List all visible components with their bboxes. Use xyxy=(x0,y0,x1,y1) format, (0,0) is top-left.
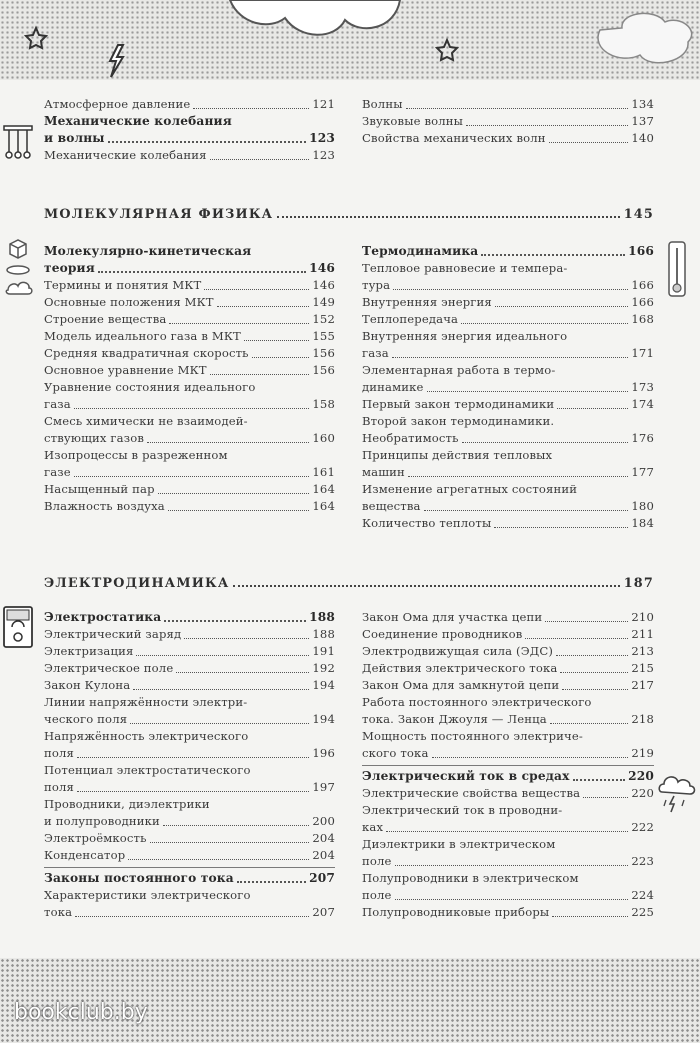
toc-entry[interactable] xyxy=(44,677,335,694)
entry-page-number: 220 xyxy=(628,769,654,783)
entry-page-number: 225 xyxy=(631,905,654,919)
entry-page-number: 140 xyxy=(631,131,654,145)
entry-page-number: 121 xyxy=(312,97,335,111)
entry-page-number: 177 xyxy=(631,465,654,479)
toc-entry[interactable] xyxy=(362,887,654,904)
toc-entry-title-line[interactable]: Внутренняя энергия идеального xyxy=(362,329,568,343)
dot-leader xyxy=(557,408,628,409)
dot-leader xyxy=(277,216,619,218)
entry-title: Атмосферное давление xyxy=(44,97,191,111)
dot-leader xyxy=(204,289,309,290)
entry-title: Основное уравнение МКТ xyxy=(44,363,207,377)
entry-title: поле xyxy=(362,888,392,902)
entry-page-number: 211 xyxy=(631,627,654,641)
entry-page-number: 223 xyxy=(631,854,654,868)
entry-page-number: 215 xyxy=(631,661,654,675)
toc-entry[interactable] xyxy=(44,745,335,762)
toc-entry[interactable] xyxy=(44,328,335,345)
entry-page-number: 180 xyxy=(631,499,654,513)
toc-entry[interactable] xyxy=(362,345,654,362)
entry-title: газе xyxy=(44,465,71,479)
entry-page-number: 168 xyxy=(631,312,654,326)
dot-leader xyxy=(392,357,629,358)
entry-title: Внутренняя энергия xyxy=(362,295,492,309)
dot-leader xyxy=(408,476,628,477)
entry-page-number: 224 xyxy=(631,888,654,902)
section-title: МОЛЕКУЛЯРНАЯ ФИЗИКА xyxy=(44,207,274,222)
dot-leader xyxy=(244,340,310,341)
toc-entry-title-line[interactable]: Тепловое равновесие и темпера- xyxy=(362,261,568,275)
toc-entry-title-line[interactable]: Характеристики электрического xyxy=(44,888,251,902)
entry-title: Электризация xyxy=(44,644,134,658)
entry-title: Электроёмкость xyxy=(44,831,147,845)
entry-page-number: 188 xyxy=(309,610,335,624)
entry-page-number: 173 xyxy=(631,380,654,394)
dot-leader xyxy=(150,842,310,843)
toc-column-top-right xyxy=(362,96,654,147)
entry-page-number: 161 xyxy=(312,465,335,479)
entry-page-number: 204 xyxy=(312,848,335,862)
entry-page-number: 152 xyxy=(312,312,335,326)
entry-page-number: 213 xyxy=(631,644,654,658)
dot-leader xyxy=(495,306,629,307)
toc-entry-title-line[interactable]: Уравнение состояния идеального xyxy=(44,380,256,394)
entry-page-number: 174 xyxy=(631,397,654,411)
toc-entry[interactable] xyxy=(44,626,335,643)
entry-page-number: 160 xyxy=(312,431,335,445)
entry-page-number: 166 xyxy=(628,244,654,258)
dot-leader xyxy=(427,391,629,392)
entry-title: Механические колебания xyxy=(44,148,207,162)
toc-entry-title-line[interactable]: Потенциал электростатического xyxy=(44,763,251,777)
entry-page-number: 156 xyxy=(312,363,335,377)
entry-page-number: 184 xyxy=(631,516,654,530)
star-icon xyxy=(437,40,457,60)
toc-subsection-entry[interactable] xyxy=(362,243,654,260)
toc-column-molecular-left xyxy=(44,243,335,515)
toc-entry[interactable] xyxy=(362,643,654,660)
toc-entry[interactable] xyxy=(362,464,654,481)
entry-title: теория xyxy=(44,261,95,275)
pendulum-icon xyxy=(2,124,36,164)
entry-page-number: 158 xyxy=(312,397,335,411)
dot-leader xyxy=(556,655,628,656)
entry-title: Свойства механических волн xyxy=(362,131,546,145)
toc-entry[interactable] xyxy=(44,396,335,413)
dot-leader xyxy=(583,797,628,798)
entry-title: Электрический заряд xyxy=(44,627,182,641)
entry-title: Термины и понятия МКТ xyxy=(44,278,202,292)
entry-page-number: 134 xyxy=(631,97,654,111)
entry-page-number: 197 xyxy=(312,780,335,794)
toc-entry-title-line[interactable]: Напряжённость электрического xyxy=(44,729,249,743)
toc-entry[interactable] xyxy=(362,677,654,694)
entry-title: тура xyxy=(362,278,391,292)
entry-title: машин xyxy=(362,465,405,479)
dot-leader xyxy=(432,757,629,758)
entry-title: и полупроводники xyxy=(44,814,160,828)
dot-leader xyxy=(395,865,629,866)
dot-leader xyxy=(168,510,310,511)
lightning-icon xyxy=(110,45,123,77)
entry-page-number: 210 xyxy=(631,610,654,624)
entry-page-number: 137 xyxy=(631,114,654,128)
entry-page-number: 176 xyxy=(631,431,654,445)
entry-page-number: 194 xyxy=(312,712,335,726)
dot-leader xyxy=(128,859,309,860)
dot-leader xyxy=(386,831,628,832)
dot-leader xyxy=(562,689,628,690)
toc-entry-title-line[interactable]: Полупроводники в электрическом xyxy=(362,871,579,885)
dot-leader xyxy=(75,916,309,917)
dot-leader xyxy=(494,527,628,528)
dot-leader xyxy=(552,916,628,917)
dot-leader xyxy=(217,306,310,307)
toc-entry[interactable] xyxy=(44,813,335,830)
toc-entry-title-line[interactable]: Изопроцессы в разреженном xyxy=(44,448,228,462)
entry-title: Действия электрического тока xyxy=(362,661,558,675)
dot-leader xyxy=(98,271,306,273)
dot-leader xyxy=(169,323,309,324)
entry-title: Полупроводниковые приборы xyxy=(362,905,550,919)
toc-entry-title-line[interactable]: Молекулярно-кинетическая xyxy=(44,244,252,258)
entry-page-number: 207 xyxy=(312,905,335,919)
toc-entry-title-line[interactable]: Электрический ток в проводни- xyxy=(362,803,563,817)
toc-entry-title-line[interactable]: Принципы действия тепловых xyxy=(362,448,553,462)
watermark: bookclub.by xyxy=(14,1000,148,1025)
toc-entry[interactable] xyxy=(362,294,654,311)
dot-leader xyxy=(461,323,628,324)
entry-title: Конденсатор xyxy=(44,848,126,862)
toc-entry[interactable] xyxy=(44,711,335,728)
entry-title: Влажность воздуха xyxy=(44,499,165,513)
entry-title: ского тока xyxy=(362,746,429,760)
dot-leader xyxy=(193,108,309,109)
entry-title: Электрическое поле xyxy=(44,661,174,675)
toc-subsection-entry[interactable] xyxy=(44,870,335,887)
dot-leader xyxy=(147,442,309,443)
entry-title: Электростатика xyxy=(44,610,162,624)
toc-entry-title-line[interactable]: Элементарная работа в термо- xyxy=(362,363,556,377)
entry-title: Электродвижущая сила (ЭДС) xyxy=(362,644,554,658)
dot-leader xyxy=(163,825,309,826)
toc-entry[interactable] xyxy=(362,396,654,413)
section-title: ЭЛЕКТРОДИНАМИКА xyxy=(44,576,230,591)
entry-page-number: 155 xyxy=(312,329,335,343)
toc-entry-title-line[interactable]: Работа постоянного электрического xyxy=(362,695,592,709)
toc-entry[interactable] xyxy=(362,626,654,643)
toc-entry[interactable] xyxy=(362,430,654,447)
dot-leader xyxy=(525,638,628,639)
dot-leader xyxy=(560,672,628,673)
entry-title: Закон Ома для замкнутой цепи xyxy=(362,678,560,692)
dot-leader xyxy=(233,585,619,587)
toc-entry-title-line[interactable]: Механические колебания xyxy=(44,114,232,128)
dot-leader xyxy=(573,779,626,781)
dot-leader xyxy=(237,881,306,883)
toc-entry-title-line[interactable]: Второй закон термодинамики. xyxy=(362,414,555,428)
toc-entry-title-line[interactable]: Линии напряжённости электри- xyxy=(44,695,248,709)
toc-entry[interactable] xyxy=(44,430,335,447)
toc-entry[interactable] xyxy=(44,345,335,362)
dot-leader xyxy=(164,620,306,622)
entry-title: Закон Кулона xyxy=(44,678,131,692)
entry-page-number: 220 xyxy=(631,786,654,800)
entry-page-number: 188 xyxy=(312,627,335,641)
dot-leader xyxy=(210,374,310,375)
entry-title: Строение вещества xyxy=(44,312,167,326)
toc-subsection-entry[interactable] xyxy=(362,768,654,785)
entry-page-number: 194 xyxy=(312,678,335,692)
entry-page-number: 123 xyxy=(309,131,335,145)
toc-entry[interactable] xyxy=(44,464,335,481)
toc-entry[interactable] xyxy=(44,643,335,660)
dot-leader xyxy=(77,757,309,758)
entry-title: Соединение проводников xyxy=(362,627,523,641)
toc-entry[interactable] xyxy=(362,660,654,677)
toc-entry[interactable] xyxy=(44,277,335,294)
entry-page-number: 207 xyxy=(309,871,335,885)
entry-title: Средняя квадратичная скорость xyxy=(44,346,249,360)
entry-title: ствующих газов xyxy=(44,431,144,445)
entry-title: Модель идеального газа в МКТ xyxy=(44,329,241,343)
dot-leader xyxy=(74,408,310,409)
toc-entry[interactable] xyxy=(362,711,654,728)
toc-entry[interactable] xyxy=(362,515,654,532)
entry-page-number: 192 xyxy=(312,661,335,675)
dot-leader xyxy=(481,254,625,256)
toc-entry[interactable] xyxy=(362,904,654,921)
dot-leader xyxy=(108,141,306,143)
dot-leader xyxy=(176,672,309,673)
entry-title: динамике xyxy=(362,380,424,394)
dot-leader xyxy=(393,289,628,290)
decorative-clouds-header xyxy=(0,0,700,80)
entry-page-number: 166 xyxy=(631,278,654,292)
entry-page-number: 146 xyxy=(312,278,335,292)
entry-title: Электрические свойства вещества xyxy=(362,786,581,800)
dot-leader xyxy=(210,159,310,160)
entry-title: тока xyxy=(44,905,73,919)
entry-title: Теплопередача xyxy=(362,312,459,326)
entry-page-number: 166 xyxy=(631,295,654,309)
entry-page-number: 171 xyxy=(631,346,654,360)
dot-leader xyxy=(184,638,309,639)
toc-entry-title-line[interactable]: Проводники, диэлектрики xyxy=(44,797,210,811)
toc-entry-title-line[interactable]: Диэлектрики в электрическом xyxy=(362,837,556,851)
toc-subsection-entry[interactable] xyxy=(44,260,335,277)
toc-entry[interactable] xyxy=(44,498,335,515)
star-icon xyxy=(26,28,46,48)
toc-entry[interactable] xyxy=(44,847,335,864)
entry-page-number: 196 xyxy=(312,746,335,760)
cube-icon xyxy=(4,238,34,300)
toc-column-top-left xyxy=(44,96,335,164)
toc-entry-title-line[interactable]: Смесь химически не взаимодей- xyxy=(44,414,248,428)
subsection-separator xyxy=(362,765,654,766)
entry-page-number: 218 xyxy=(631,712,654,726)
toc-entry[interactable] xyxy=(44,904,335,921)
toc-entry[interactable] xyxy=(44,481,335,498)
toc-column-molecular-right xyxy=(362,243,654,532)
storm-cloud-icon xyxy=(656,770,700,814)
section-heading-electrodynamics[interactable] xyxy=(44,576,654,591)
entry-title: Закон Ома для участка цепи xyxy=(362,610,543,624)
entry-title: Термодинамика xyxy=(362,244,479,258)
dot-leader xyxy=(136,655,309,656)
entry-title: Насыщенный пар xyxy=(44,482,155,496)
dot-leader xyxy=(130,723,309,724)
dot-leader xyxy=(550,723,629,724)
dot-leader xyxy=(424,510,629,511)
electroscope-icon xyxy=(2,605,34,653)
toc-entry[interactable] xyxy=(362,311,654,328)
entry-title: ческого поля xyxy=(44,712,128,726)
entry-title: поля xyxy=(44,780,74,794)
entry-page-number: 146 xyxy=(309,261,335,275)
toc-subsection-entry[interactable] xyxy=(44,130,335,147)
dot-leader xyxy=(252,357,310,358)
toc-entry[interactable] xyxy=(362,819,654,836)
dot-leader xyxy=(77,791,309,792)
toc-column-electro-right xyxy=(362,609,654,921)
entry-page-number: 222 xyxy=(631,820,654,834)
toc-entry[interactable] xyxy=(44,779,335,796)
toc-entry[interactable] xyxy=(362,113,654,130)
entry-title: ках xyxy=(362,820,384,834)
thermometer-icon xyxy=(666,240,688,300)
entry-page-number: 123 xyxy=(312,148,335,162)
entry-page-number: 217 xyxy=(631,678,654,692)
entry-title: газа xyxy=(362,346,389,360)
dot-leader xyxy=(462,442,629,443)
entry-page-number: 149 xyxy=(312,295,335,309)
toc-entry[interactable] xyxy=(362,96,654,113)
dot-leader xyxy=(549,142,629,143)
entry-title: Количество теплоты xyxy=(362,516,492,530)
toc-entry-title-line[interactable]: Мощность постоянного электриче- xyxy=(362,729,583,743)
toc-entry[interactable] xyxy=(362,498,654,515)
toc-entry[interactable] xyxy=(44,294,335,311)
entry-page-number: 200 xyxy=(312,814,335,828)
toc-entry[interactable] xyxy=(362,277,654,294)
entry-title: Основные положения МКТ xyxy=(44,295,214,309)
toc-entry[interactable] xyxy=(44,830,335,847)
entry-title: Электрический ток в средах xyxy=(362,769,570,783)
entry-title: и волны xyxy=(44,131,105,145)
entry-title: Волны xyxy=(362,97,403,111)
section-heading-molecular-physics[interactable] xyxy=(44,207,654,222)
toc-entry[interactable] xyxy=(362,130,654,147)
entry-title: тока. Закон Джоуля — Ленца xyxy=(362,712,547,726)
toc-entry[interactable] xyxy=(362,853,654,870)
subsection-separator xyxy=(44,867,335,868)
toc-entry-title-line[interactable]: Изменение агрегатных состояний xyxy=(362,482,578,496)
entry-title: Звуковые волны xyxy=(362,114,464,128)
toc-entry[interactable] xyxy=(44,96,335,113)
toc-entry[interactable] xyxy=(362,609,654,626)
entry-title: Первый закон термодинамики xyxy=(362,397,555,411)
toc-entry[interactable] xyxy=(44,660,335,677)
toc-entry[interactable] xyxy=(362,785,654,802)
toc-entry[interactable] xyxy=(362,745,654,762)
dot-leader xyxy=(158,493,310,494)
entry-page-number: 164 xyxy=(312,499,335,513)
entry-page-number: 191 xyxy=(312,644,335,658)
toc-entry[interactable] xyxy=(362,379,654,396)
entry-page-number: 156 xyxy=(312,346,335,360)
entry-page-number: 164 xyxy=(312,482,335,496)
toc-entry[interactable] xyxy=(44,311,335,328)
toc-entry[interactable] xyxy=(44,147,335,164)
entry-page-number: 204 xyxy=(312,831,335,845)
dot-leader xyxy=(466,125,628,126)
entry-title: Необратимость xyxy=(362,431,459,445)
dot-leader xyxy=(133,689,309,690)
toc-column-electro-left xyxy=(44,609,335,921)
toc-entry[interactable] xyxy=(44,362,335,379)
dot-leader xyxy=(74,476,310,477)
dot-leader xyxy=(406,108,629,109)
entry-page-number: 219 xyxy=(631,746,654,760)
dot-leader xyxy=(395,899,629,900)
entry-title: газа xyxy=(44,397,71,411)
entry-title: поля xyxy=(44,746,74,760)
entry-title: вещества xyxy=(362,499,421,513)
section-page-number: 145 xyxy=(623,207,654,222)
entry-title: Законы постоянного тока xyxy=(44,871,234,885)
entry-title: поле xyxy=(362,854,392,868)
toc-subsection-entry[interactable] xyxy=(44,609,335,626)
dot-leader xyxy=(545,621,628,622)
section-page-number: 187 xyxy=(623,576,654,591)
